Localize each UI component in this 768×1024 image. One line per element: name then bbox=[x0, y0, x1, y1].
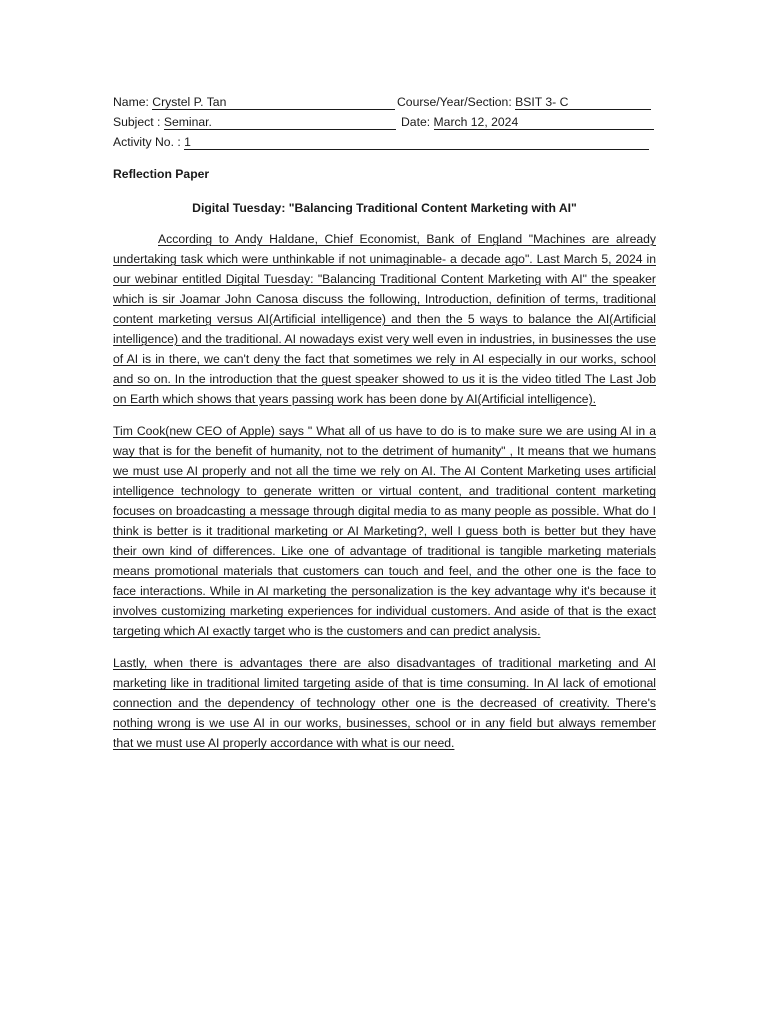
header-row-name-course bbox=[113, 93, 656, 113]
name-label: Name: bbox=[113, 95, 153, 109]
date-value: March 12, 2024 bbox=[434, 113, 654, 130]
course-label: Course/Year/Section: bbox=[397, 95, 516, 109]
date-label: Date: bbox=[401, 115, 434, 129]
name-value: Crystel P. Tan bbox=[152, 93, 395, 110]
activity-value: 1 bbox=[184, 133, 649, 150]
header-row-activity bbox=[113, 133, 656, 153]
paragraph-2: Tim Cook(new CEO of Apple) says " What all of us have to do is to make sure we are using AI in a way that is for the benefit of humanity, not to the detriment of humanity" , It means that we humans we must use AI properly and not all the time we rely on AI. The AI Content Marketing uses artificial intelligence technology to generate written or virtual content, and traditional content marketing focuses on broadcasting a message through digital media to as many people as possible. What do I think is better is it traditional marketing or AI Marketing?, well I guess both is better but they have their own kind of differences. Like one of advantage of traditional is tangible marketing materials means promotional materials that customers can touch and feel, and the other one is the face to face interactions. While in AI marketing the personalization is the key advantage why it's because it involves customizing marketing experiences for individual customers. And aside of that is the exact targeting which AI exactly target who is the customers and can predict analysis. bbox=[113, 424, 656, 639]
date-field bbox=[401, 113, 654, 131]
activity-field bbox=[113, 133, 649, 151]
document-page bbox=[113, 93, 656, 766]
name-field bbox=[113, 93, 395, 111]
paragraph-1: According to Andy Haldane, Chief Economist, Bank of England "Machines are already undertaking task which were unthinkable if not unimaginable- a decade ago". Last March 5, 2024 in our webinar entitled Digital Tuesday: "Balancing Traditional Content Marketing with AI" the speaker which is sir Joamar John Canosa discuss the following, Introduction, definition of terms, traditional content marketing versus AI(Artificial intelligence) and then the 5 ways to balance the AI(Artificial intelligence) and the traditional. AI nowadays exist very well even in industries, in businesses the use of AI is in there, we can't deny the fact that sometimes we rely in AI especially in our works, school and so on. In the introduction that the guest speaker showed to us it is the video titled The Last Job on Earth which shows that years passing work has been done by AI(Artificial intelligence). bbox=[113, 232, 656, 406]
header-row-subject-date bbox=[113, 113, 656, 133]
section-label: Reflection Paper bbox=[113, 167, 210, 181]
paragraph-3: Lastly, when there is advantages there are also disadvantages of traditional marketing and AI marketing like in traditional limited targeting aside of that is time consuming. In AI lack of emotional connection and the dependency of technology other one is the decreased of creativity. There's nothing wrong is we use AI in our works, businesses, school or in any field but always remember that we must use AI properly accordance with what is our need. bbox=[113, 656, 656, 751]
subject-label: Subject : bbox=[113, 115, 164, 129]
course-field bbox=[397, 93, 651, 111]
course-value: BSIT 3- C bbox=[515, 93, 651, 110]
subject-value: Seminar. bbox=[164, 113, 396, 130]
subject-field bbox=[113, 113, 396, 131]
activity-label: Activity No. : bbox=[113, 135, 185, 149]
document-title: Digital Tuesday: "Balancing Traditional Content Marketing with AI" bbox=[192, 201, 577, 215]
